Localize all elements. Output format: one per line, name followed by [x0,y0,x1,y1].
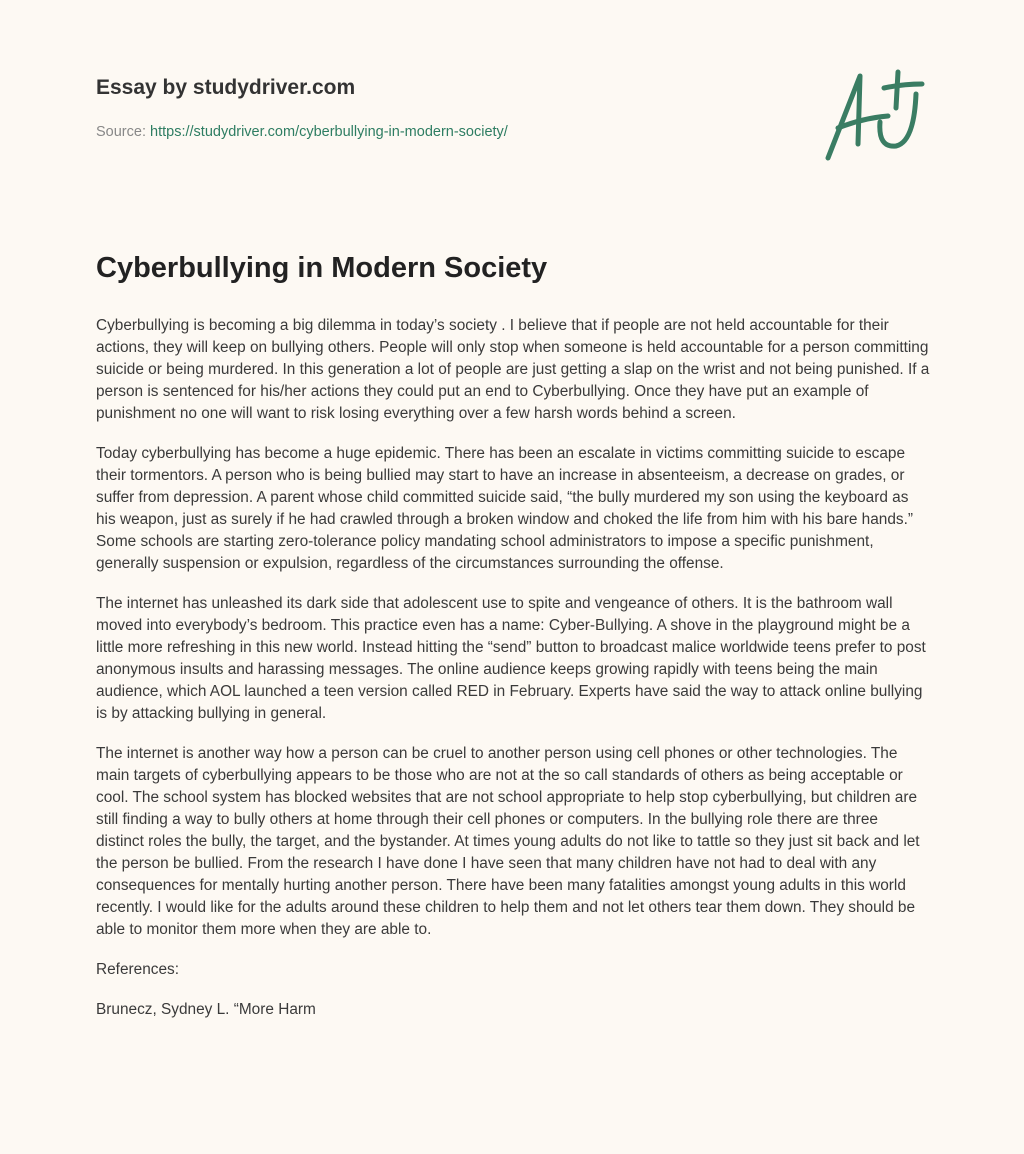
essay-paragraph: The internet has unleashed its dark side that adolescent use to spite and vengeance of others. It is the bathroom wall moved into everybody’s bedroom. This practice even has a name: Cyber-Bullying. A shove in the playground might be a little more refreshing in this new world. Instead hitting the “send” button to broadcast malice worldwide teens prefer to post anonymous insults and harassing messages. The online audience keeps growing rapidly with teens being the main audience, which AOL launched a teen version called RED in February. Experts have said the way to attack online bullying is by attacking bullying in general. [96,595,926,722]
references-heading: References: [96,961,179,978]
source-label: Source: [96,124,146,140]
essay-body [96,315,930,1039]
source-line [96,124,508,140]
source-link[interactable]: https://studydriver.com/cyberbullying-in-modern-society/ [150,124,508,140]
reference-item: Brunecz, Sydney L. “More Harm [96,1001,316,1018]
a-plus-logo-icon [818,66,928,166]
essay-title: Cyberbullying in Modern Society [96,252,548,284]
essay-paragraph: Cyberbullying is becoming a big dilemma in today’s society . I believe that if people are not held accountable for their actions, they will keep on bullying others. People will only stop when someone is held accountable for a person committing suicide or being murdered. In this generation a lot of people are just getting a slap on the wrist and not being punished. If a person is sentenced for his/her actions they could put an end to Cyberbullying. Once they have put an example of punishment no one will want to risk losing everything over a few harsh words behind a screen. [96,317,930,422]
site-title: Essay by studydriver.com [96,76,356,99]
essay-paragraph: Today cyberbullying has become a huge epidemic. There has been an escalate in victims committing suicide to escape their tormentors. A person who is being bullied may start to have an increase in absenteeism, a decrease on grades, or suffer from depression. A parent whose child committed suicide said, “the bully murdered my son using the keyboard as his weapon, just as surely if he had crawled through a broken window and choked the life from him with his bare hands.” Some schools are starting zero-tolerance policy mandating school administrators to impose a specific punishment, generally suspension or expulsion, regardless of the circumstances surrounding the offense. [96,445,914,572]
essay-paragraph: The internet is another way how a person can be cruel to another person using cell phones or other technologies. The main targets of cyberbullying appears to be those who are not at the so call standards of others as being acceptable or cool. The school system has blocked websites that are not school appropriate to help stop cyberbullying, but children are still finding a way to bully others at home through their cell phones or computers. In the bullying role there are three distinct roles the bully, the target, and the bystander. At times young adults do not like to tattle so they just sit back and let the person be bullied. From the research I have done I have seen that many children have not had to deal with any consequences for mentally hurting another person. There have been many fatalities amongst young adults in this world recently. I would like for the adults around these children to help them and not let others tear them down. They should be able to monitor them more when they are able to. [96,745,920,938]
